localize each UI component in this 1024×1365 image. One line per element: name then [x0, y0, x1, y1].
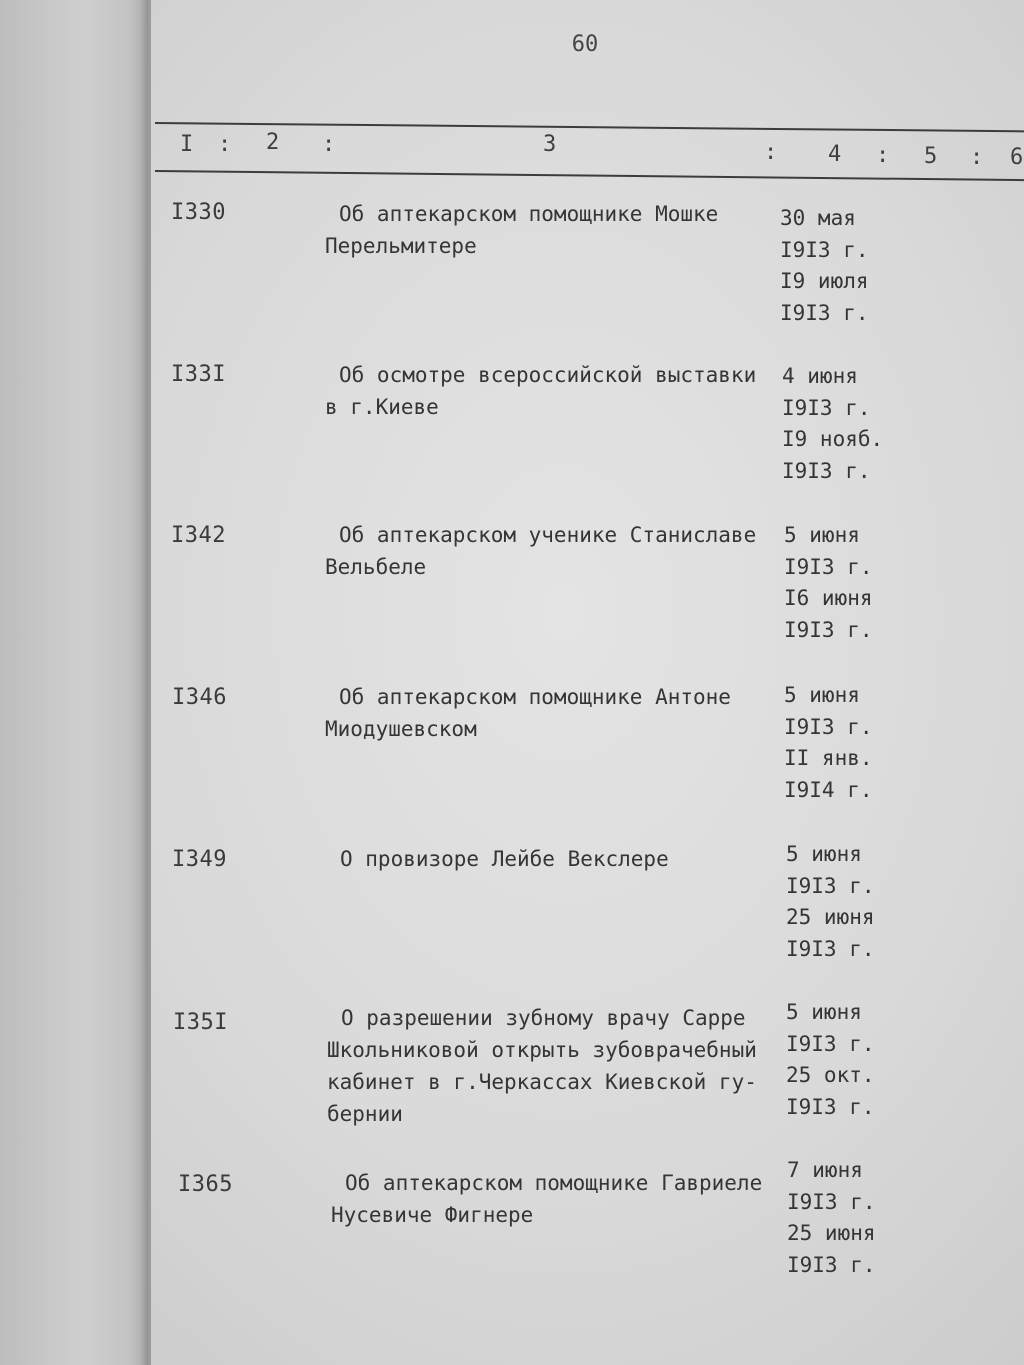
date-end: II янв.	[784, 746, 873, 770]
date-start: 5 июня	[784, 683, 860, 707]
case-dates	[782, 361, 883, 487]
date-end-year: I9I3 г.	[786, 1094, 875, 1119]
date-start-year: I9I3 г.	[780, 237, 869, 262]
date-end: 25 июня	[787, 1221, 876, 1245]
case-title: О провизоре Лейбе Векслере	[340, 847, 669, 871]
case-dates	[784, 680, 873, 806]
date-start-year: I9I3 г.	[787, 1189, 876, 1214]
case-dates	[787, 1155, 876, 1281]
case-number: I365	[178, 1172, 233, 1197]
date-end-year: I9I3 г.	[782, 458, 871, 483]
left-page-edge	[0, 0, 150, 1365]
column-separator: :	[218, 132, 232, 157]
date-start-year: I9I3 г.	[784, 554, 873, 579]
date-start-year: I9I3 г.	[786, 873, 875, 898]
case-number: I349	[172, 847, 227, 872]
case-dates	[784, 520, 873, 646]
date-start: 4 июня	[782, 364, 858, 388]
date-start: 5 июня	[786, 842, 862, 866]
column-separator: :	[322, 132, 336, 157]
case-dates	[786, 839, 875, 965]
column-header-2: 2	[266, 130, 280, 155]
date-start: 5 июня	[784, 523, 860, 547]
date-end: I9 июля	[780, 269, 869, 293]
case-title: Об аптекарском помощнике Гавриеле Нусевиче Фигнере	[331, 1171, 763, 1227]
case-title: Об аптекарском помощнике Мошке Перельмитере	[325, 202, 719, 258]
case-number: I33I	[171, 362, 226, 387]
case-title: О разрешении зубному врачу Сарре Школьниковой открыть зубоврачебный кабинет в г.Черкассах Киевской гу- бернии	[327, 1006, 757, 1126]
case-number: I342	[171, 523, 226, 548]
case-title: Об аптекарском помощнике Антоне Миодушевском	[325, 685, 731, 741]
column-separator: :	[876, 143, 890, 168]
date-end-year: I9I4 г.	[784, 777, 873, 802]
case-title: Об аптекарском ученике Станиславе Вельбеле	[325, 523, 757, 579]
date-end-year: I9I3 г.	[780, 300, 869, 325]
case-title: Об осмотре всероссийской выставки в г.Киеве	[325, 363, 757, 419]
case-dates	[780, 203, 869, 329]
column-separator: :	[764, 140, 778, 165]
table-top-rule	[155, 122, 1024, 132]
case-number: I330	[171, 200, 226, 225]
column-header-1: I	[180, 132, 194, 157]
case-dates	[786, 997, 875, 1123]
date-end: 25 июня	[786, 905, 875, 929]
date-end: I9 нояб.	[782, 427, 884, 451]
date-end: I6 июня	[784, 586, 873, 610]
column-separator: :	[970, 145, 984, 170]
date-start: 30 мая	[780, 206, 856, 230]
column-header-5: 5	[924, 144, 938, 169]
column-header-3: 3	[543, 132, 557, 157]
page-number: 60	[571, 32, 599, 57]
date-start-year: I9I3 г.	[782, 395, 871, 420]
date-start: 7 июня	[787, 1158, 863, 1182]
date-start-year: I9I3 г.	[784, 714, 873, 739]
date-end-year: I9I3 г.	[787, 1252, 876, 1277]
date-end: 25 окт.	[786, 1063, 875, 1087]
column-header-6: 6	[1010, 145, 1024, 170]
column-header-4: 4	[828, 142, 842, 167]
case-number: I35I	[173, 1010, 228, 1035]
date-start-year: I9I3 г.	[786, 1031, 875, 1056]
date-end-year: I9I3 г.	[784, 617, 873, 642]
table-header-rule	[155, 170, 1024, 181]
date-end-year: I9I3 г.	[786, 936, 875, 961]
date-start: 5 июня	[786, 1000, 862, 1024]
book-gutter	[148, 0, 151, 1365]
case-number: I346	[172, 685, 227, 710]
